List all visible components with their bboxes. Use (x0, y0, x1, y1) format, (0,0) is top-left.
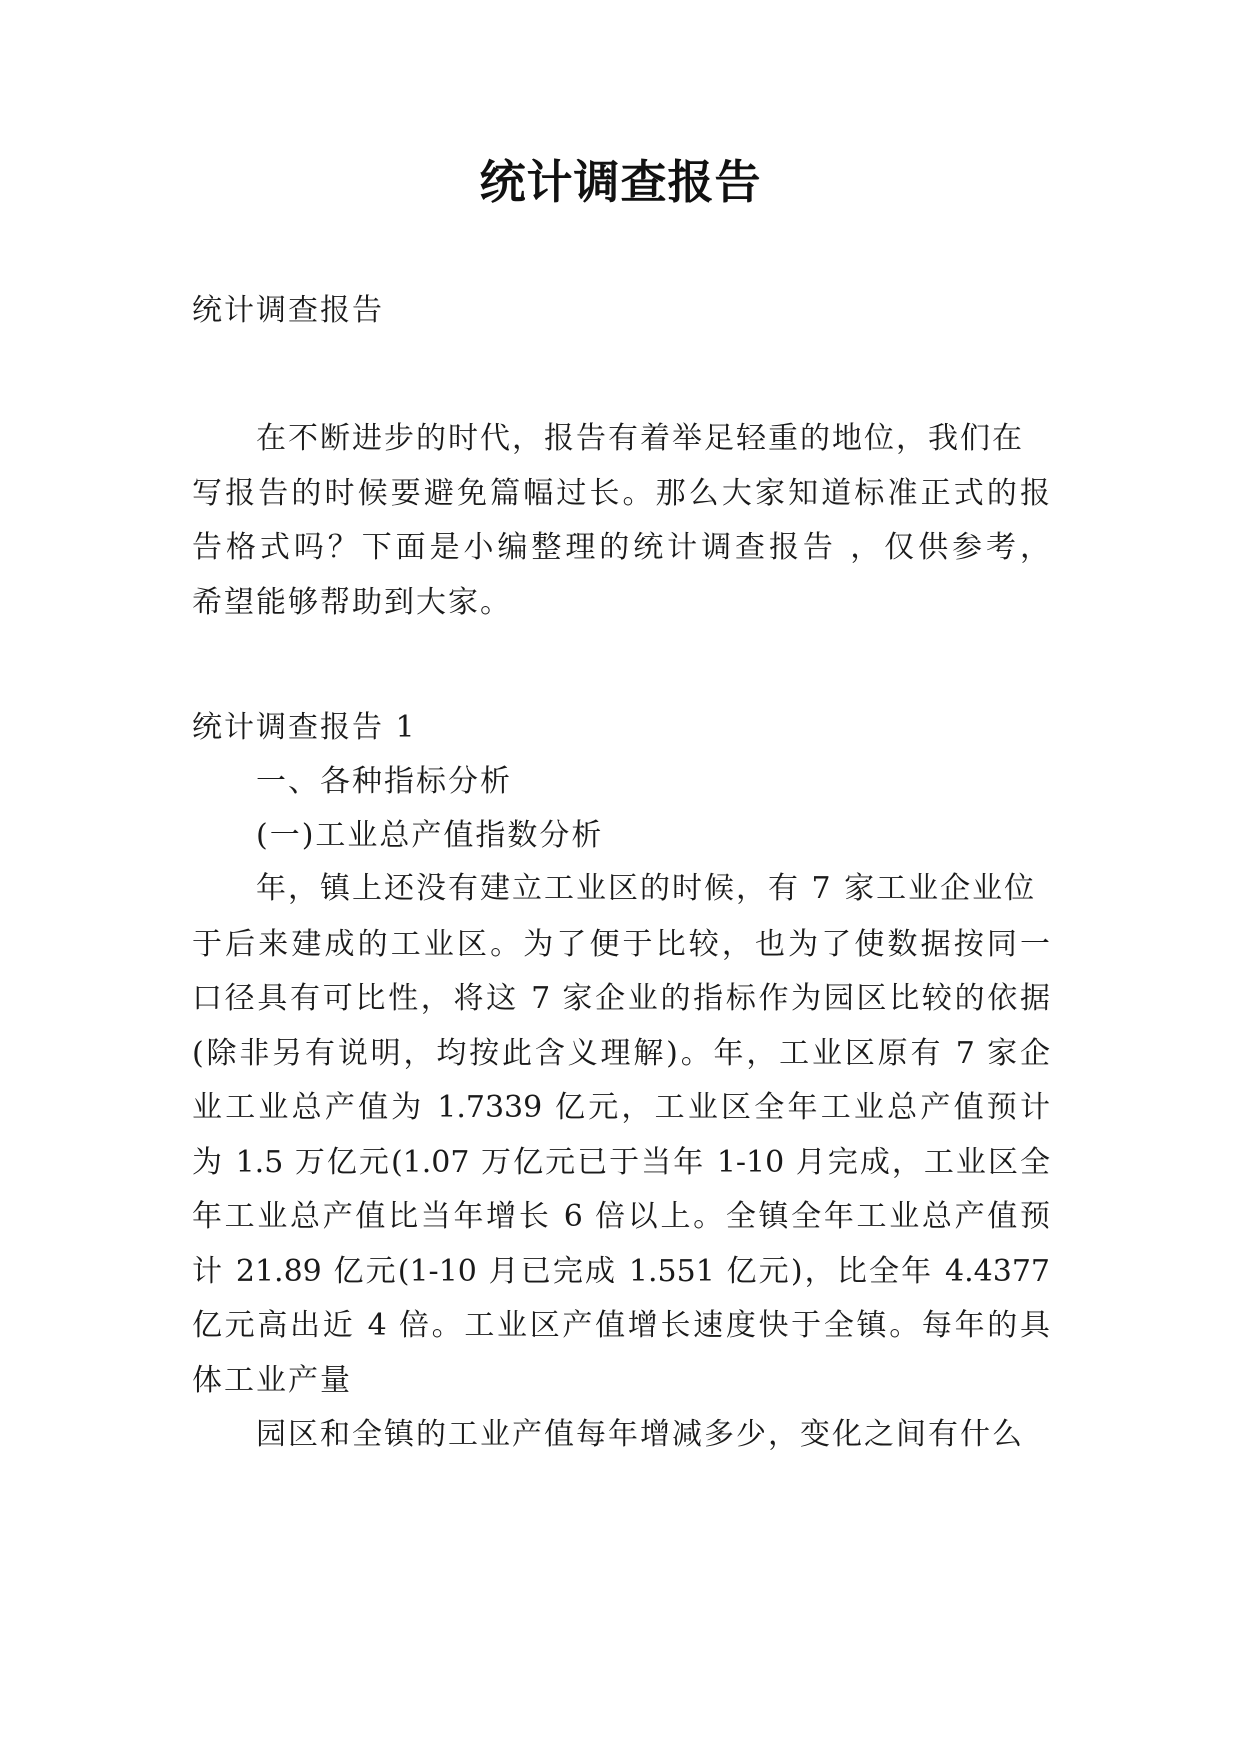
document-title: 统计调查报告 (479, 155, 762, 209)
body-line-5: 业工业总产值为 1.7339 亿元，工业区全年工业总产值预计 (192, 1090, 1050, 1125)
intro-line-1: 在不断进步的时代，报告有着举足轻重的地位，我们在 (256, 421, 1024, 456)
body-line-3: 口径具有可比性，将这 7 家企业的指标作为园区比较的依据 (192, 981, 1050, 1016)
intro-line-4: 希望能够帮助到大家。 (192, 585, 512, 620)
paragraph-last-line: 园区和全镇的工业产值每年增减多少，变化之间有什么 (256, 1417, 1024, 1452)
intro-line-2: 写报告的时候要避免篇幅过长。那么大家知道标准正式的报 (192, 476, 1050, 511)
intro-line-3: 告格式吗？下面是小编整理的统计调查报告 ，仅供参考， (192, 530, 1050, 565)
body-line-4: (除非另有说明，均按此含义理解)。年，工业区原有 7 家企 (192, 1036, 1050, 1071)
heading-level-1: 一、各种指标分析 (256, 764, 512, 799)
heading-level-2: (一)工业总产值指数分析 (256, 818, 604, 853)
body-line-6: 为 1.5 万亿元(1.07 万亿元已于当年 1-10 月完成，工业区全 (192, 1145, 1050, 1180)
body-line-10: 体工业产量 (192, 1363, 352, 1398)
body-line-8: 计 21.89 亿元(1-10 月已完成 1.551 亿元)，比全年 4.4377 (192, 1254, 1050, 1289)
document-subtitle: 统计调查报告 (192, 293, 384, 328)
body-line-9: 亿元高出近 4 倍。工业区产值增长速度快于全镇。每年的具 (192, 1308, 1050, 1343)
body-line-1: 年，镇上还没有建立工业区的时候，有 7 家工业企业位 (256, 871, 1037, 906)
body-line-7: 年工业总产值比当年增长 6 倍以上。全镇全年工业总产值预 (192, 1199, 1050, 1234)
section-heading: 统计调查报告 1 (192, 710, 417, 745)
body-line-2: 于后来建成的工业区。为了便于比较，也为了使数据按同一 (192, 927, 1050, 962)
